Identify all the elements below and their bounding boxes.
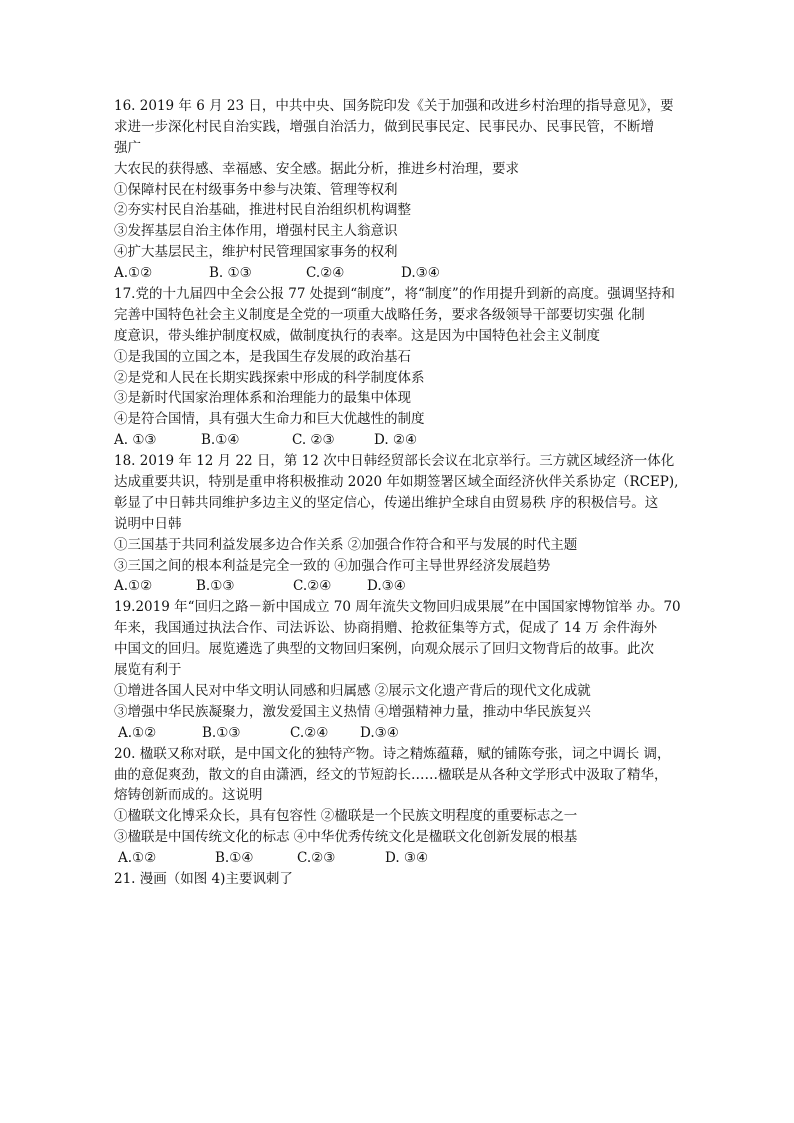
option-b: B.①④ — [215, 850, 254, 867]
question-18 — [114, 451, 694, 597]
question-19-statements-3-4: ③增强中华民族凝聚力，激发爱国主义热情 ④增强精神力量，推动中华民族复兴 — [114, 703, 591, 720]
option-c: C.②④ — [306, 265, 345, 282]
question-16-options — [114, 263, 694, 284]
question-16-statement-3: ③发挥基层自治主体作用，增强村民主人翁意识 — [114, 223, 398, 240]
question-16-stem-line-4: 大农民的获得感、幸福感、安全感。据此分析，推进乡村治理，要求 — [114, 160, 519, 177]
question-17-stem-line-3: 度意识，带头维护制度权威，做制度执行的表率。这是因为中国特色社会主义制度 — [114, 327, 600, 344]
question-17-stem-line-1: 17.党的十九届四中全会公报 77 处提到“制度”，将“制度”的作用提升到新的高度。强调坚持和 — [114, 286, 675, 303]
question-19-stem-line-1: 19.2019 年“回归之路－新中国成立 70 周年流失文物回归成果展”在中国国家博物馆举 办。70 — [114, 599, 681, 616]
question-18-stem-line-3: 彰显了中日韩共同维护多边主义的坚定信心，传递出维护全球自由贸易秩 序的积极信号。这 — [114, 494, 659, 511]
question-19-stem-line-4: 展览有利于 — [114, 662, 182, 679]
question-17-options — [114, 430, 694, 451]
question-19-options — [114, 723, 694, 744]
option-d: D.③④ — [367, 578, 406, 595]
question-18-options — [114, 576, 694, 597]
option-c: C.②④ — [293, 578, 332, 595]
question-20 — [114, 744, 694, 869]
question-17-stem-line-2: 完善中国特色社会主义制度是全党的一项重大战略任务，要求各级领导干部要切实强 化制 — [114, 306, 645, 323]
question-list — [114, 96, 694, 890]
option-a: A.①② — [114, 578, 153, 595]
question-20-stem-line-1: 20. 楹联又称对联，是中国文化的独特产物。诗之精炼蕴藉，赋的铺陈夸张，词之中调长 调， — [114, 745, 671, 762]
question-16 — [114, 96, 694, 284]
question-19-stem-line-2: 年来，我国通过执法合作、司法诉讼、协商捐赠、抢救征集等方式，促成了 14 万 余件海外 — [114, 620, 658, 637]
question-18-stem-line-2: 达成重要共识，特别是重申将积极推动 2020 年如期签署区域全面经济伙伴关系协定（RCEP), — [114, 474, 679, 491]
question-17-statement-3: ③是新时代国家治理体系和治理能力的最集中体现 — [114, 390, 411, 407]
option-a: A. ①③ — [114, 432, 157, 449]
option-c: C. ②③ — [292, 432, 335, 449]
question-17-statement-1: ①是我国的立国之本，是我国生存发展的政治基石 — [114, 348, 411, 365]
question-19-stem-line-3: 中国文的回归。展览遴选了典型的文物回归案例，向观众展示了回归文物背后的故事。此次 — [114, 641, 654, 658]
option-d: D.③④ — [360, 724, 399, 741]
question-18-statements-3-4: ③三国之间的根本利益是完全一致的 ④加强合作可主导世界经济发展趋势 — [114, 557, 551, 574]
option-a: A.①② — [118, 850, 157, 867]
option-b: B.①④ — [201, 432, 240, 449]
question-21-stem-line-1: 21. 漫画（如图 4)主要讽刺了 — [114, 870, 293, 887]
question-16-stem-line-3: 强广 — [114, 139, 141, 156]
option-b: B.①③ — [202, 724, 241, 741]
question-18-stem-line-1: 18. 2019 年 12 月 22 日，第 12 次中日韩经贸部长会议在北京举行。三方就区域经济一体化 — [114, 453, 675, 470]
question-17-statement-2: ②是党和人民在长期实践探索中形成的科学制度体系 — [114, 369, 425, 386]
option-d: D. ③④ — [385, 850, 429, 867]
option-b: B.①③ — [196, 578, 235, 595]
question-16-statement-4: ④扩大基层民主，维护村民管理国家事务的权利 — [114, 244, 398, 261]
question-17-statement-4: ④是符合国情，具有强大生命力和巨大优越性的制度 — [114, 411, 425, 428]
question-20-statements-1-2: ①楹联文化博采众长，具有包容性 ②楹联是一个民族文明程度的重要标志之一 — [114, 808, 578, 825]
question-21 — [114, 869, 694, 890]
option-b: B. ①③ — [209, 265, 252, 282]
option-c: C.②③ — [297, 850, 336, 867]
question-16-statement-2: ②夯实村民自治基础，推进村民自治组织机构调整 — [114, 202, 411, 219]
question-20-options — [114, 848, 694, 869]
option-d: D. ②④ — [374, 432, 418, 449]
question-18-stem-line-4: 说明中日韩 — [114, 515, 182, 532]
question-17 — [114, 284, 694, 451]
question-20-stem-line-2: 曲的意促爽劲，散文的自由潇洒，经文的节短韵长……楹联是从各种文学形式中汲取了精华， — [114, 766, 668, 783]
option-a: A.①② — [118, 724, 157, 741]
question-19 — [114, 597, 694, 743]
option-a: A.①② — [114, 265, 153, 282]
question-19-statements-1-2: ①增进各国人民对中华文明认同感和归属感 ②展示文化遗产背后的现代文化成就 — [114, 682, 591, 699]
question-16-statement-1: ①保障村民在村级事务中参与决策、管理等权利 — [114, 181, 398, 198]
option-d: D.③④ — [401, 265, 440, 282]
question-18-statements-1-2: ①三国基于共同利益发展多边合作关系 ②加强合作符合和平与发展的时代主题 — [114, 536, 578, 553]
question-20-statements-3-4: ③楹联是中国传统文化的标志 ④中华优秀传统文化是楹联文化创新发展的根基 — [114, 829, 578, 846]
option-c: C.②④ — [290, 724, 329, 741]
question-16-stem-line-1: 16. 2019 年 6 月 23 日，中共中央、国务院印发《关于加强和改进乡村治理的指导意见》，要 — [114, 98, 674, 114]
question-20-stem-line-3: 熔铸创新而成的。这说明 — [114, 787, 263, 804]
question-16-stem-line-2: 求进一步深化村民自治实践，增强自治活力，做到民事民定、民事民办、民事民管，不断增 — [114, 118, 654, 135]
